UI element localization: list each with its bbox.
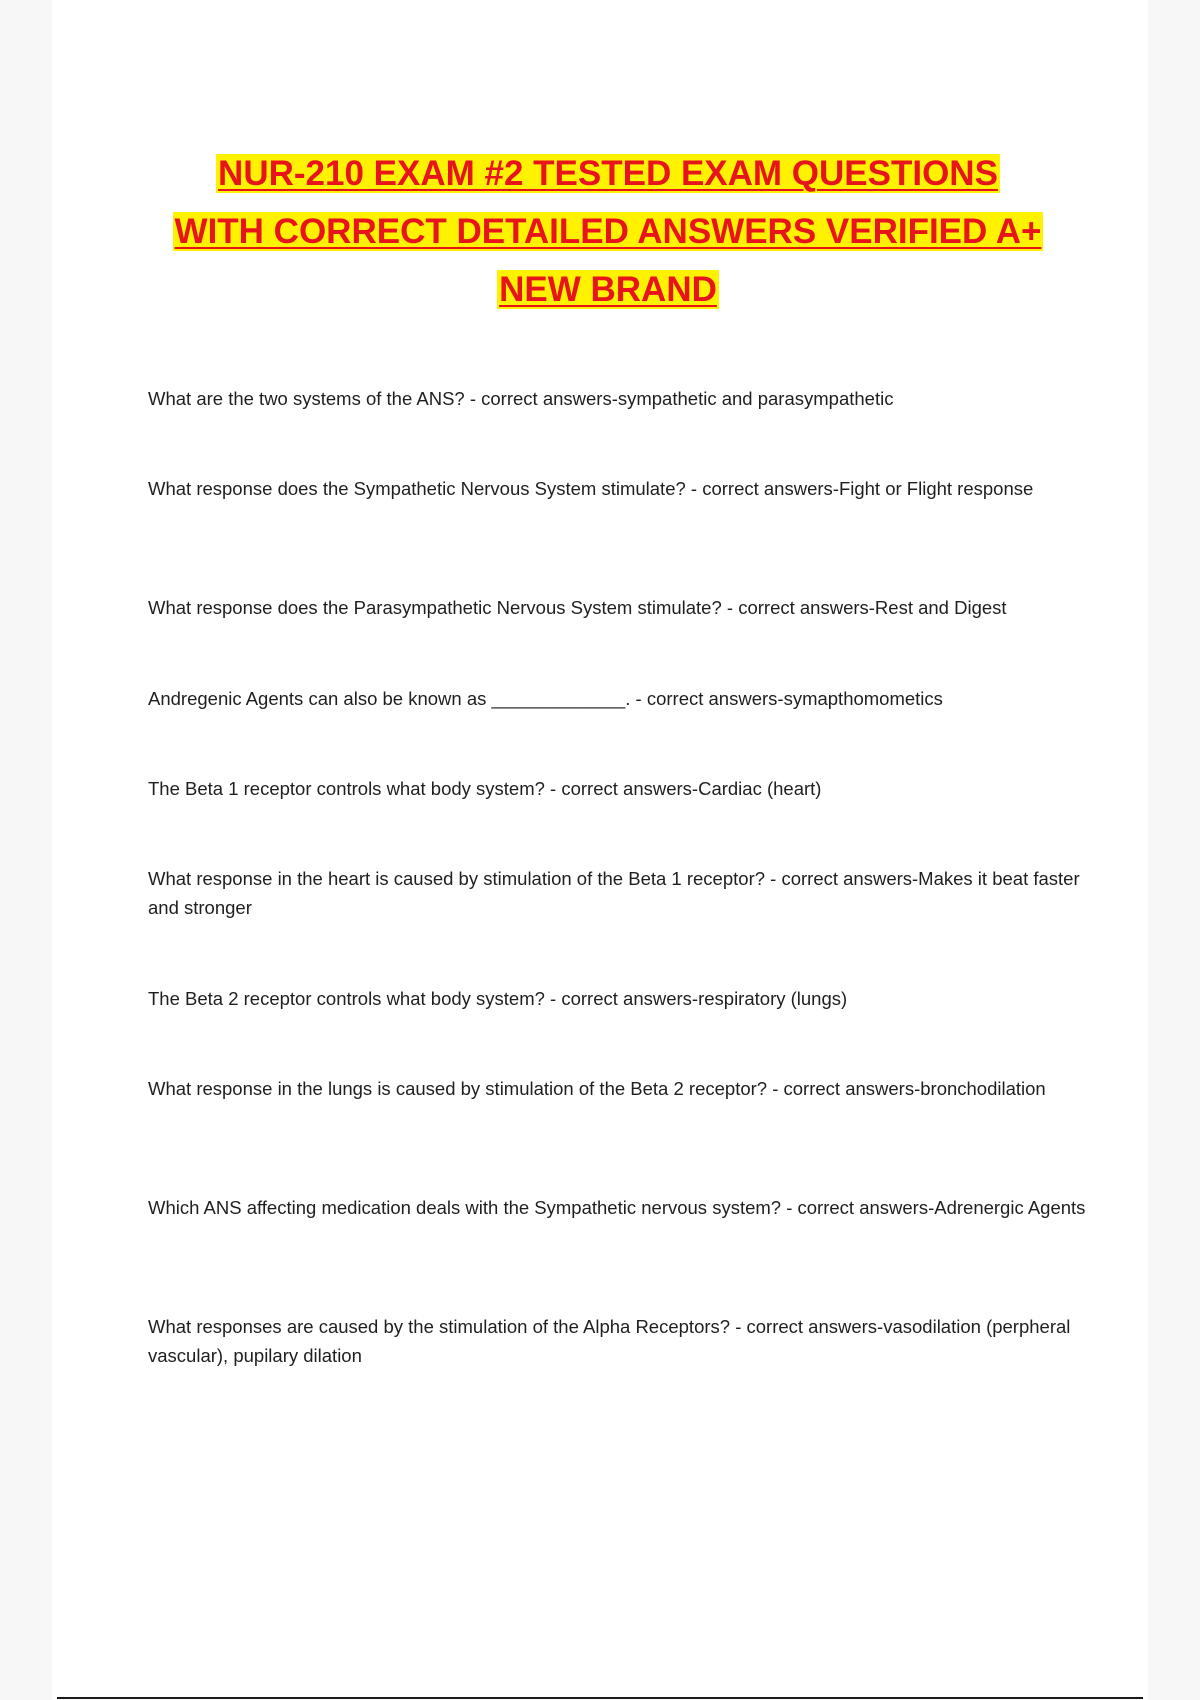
- qa-item-3: What response does the Parasympathetic Nervous System stimulate? - correct answers-Rest and Digest: [148, 597, 1007, 618]
- qa-item-1: What are the two systems of the ANS? - correct answers-sympathetic and parasympathetic: [148, 388, 894, 409]
- title-line-2: WITH CORRECT DETAILED ANSWERS VERIFIED A+: [174, 212, 1042, 251]
- qa-item-8: What response in the lungs is caused by stimulation of the Beta 2 receptor? - correct answers-bronchodilation: [148, 1078, 1046, 1099]
- qa-item-9: Which ANS affecting medication deals with the Sympathetic nervous system? - correct answers-Adrenergic Agents: [148, 1197, 1086, 1218]
- document-title: [148, 145, 1068, 319]
- qa-item-2: What response does the Sympathetic Nervous System stimulate? - correct answers-Fight or Flight response: [148, 478, 1034, 499]
- qa-item-4: Andregenic Agents can also be known as _____________. - correct answers-symapthomometics: [148, 688, 943, 709]
- qa-item-10: What responses are caused by the stimulation of the Alpha Receptors? - correct answers-vasodilation (perpheral vascular), pupilary dilation: [148, 1316, 1071, 1366]
- title-line-3: NEW BRAND: [499, 270, 717, 309]
- title-line-1: NUR-210 EXAM #2 TESTED EXAM QUESTIONS: [218, 154, 998, 193]
- qa-item-6: What response in the heart is caused by stimulation of the Beta 1 receptor? - correct answers-Makes it beat faster and stronger: [148, 868, 1080, 918]
- footer-divider: [57, 1697, 1143, 1699]
- qa-item-7: The Beta 2 receptor controls what body system? - correct answers-respiratory (lungs): [148, 988, 848, 1009]
- qa-item-5: The Beta 1 receptor controls what body system? - correct answers-Cardiac (heart): [148, 778, 822, 799]
